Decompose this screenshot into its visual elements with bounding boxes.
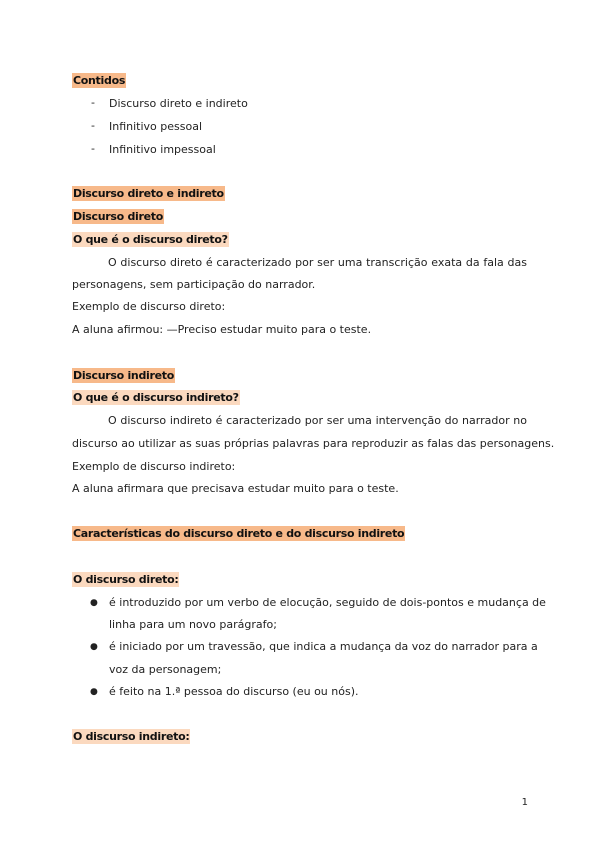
example-text: A aluna afirmou: —Preciso estudar muito para o teste.	[72, 323, 372, 336]
example-text: A aluna afirmara que precisava estudar muito para o teste.	[72, 482, 399, 495]
paragraph-line: O discurso indireto é caracterizado por ser uma intervenção do narrador no	[108, 414, 527, 427]
bullet-icon: ●	[90, 687, 98, 697]
dash-marker: -	[91, 142, 95, 155]
subsection-heading: Discurso indireto	[73, 369, 175, 382]
contents-item: Discurso direto e indireto	[109, 97, 248, 110]
bullet-icon: ●	[90, 642, 98, 652]
subsection-heading: O discurso indireto:	[73, 730, 190, 743]
contents-item: Infinitivo impessoal	[109, 143, 216, 156]
example-label: Exemplo de discurso direto:	[72, 300, 226, 313]
bullet-text: é feito na 1.ª pessoa do discurso (eu ou nós).	[109, 685, 359, 698]
bullet-text: é iniciado por um travessão, que indica a mudança da voz do narrador para a	[109, 640, 538, 653]
section-title: Discurso direto e indireto	[73, 187, 224, 200]
paragraph-line: personagens, sem participação do narrador.	[72, 278, 316, 291]
page-number: 1	[521, 797, 528, 808]
bullet-text: voz da personagem;	[109, 663, 222, 676]
dash-marker: -	[91, 119, 95, 132]
paragraph-line: discurso ao utilizar as suas próprias palavras para reproduzir as falas das personagens.	[72, 437, 555, 450]
bullet-text: linha para um novo parágrafo;	[109, 618, 277, 631]
question-heading: O que é o discurso direto?	[73, 233, 228, 246]
question-heading: O que é o discurso indireto?	[73, 391, 239, 404]
contents-item: Infinitivo pessoal	[109, 120, 203, 133]
bullet-icon: ●	[90, 598, 98, 608]
bullet-text: é introduzido por um verbo de elocução, seguido de dois-pontos e mudança de	[109, 596, 546, 609]
dash-marker: -	[91, 96, 95, 109]
subsection-heading: Discurso direto	[73, 210, 164, 223]
subsection-heading: O discurso direto:	[73, 573, 179, 586]
section-title: Características do discurso direto e do discurso indireto	[73, 527, 405, 540]
example-label: Exemplo de discurso indireto:	[72, 460, 236, 473]
contents-title: Contidos	[73, 74, 126, 87]
paragraph-line: O discurso direto é caracterizado por ser uma transcrição exata da fala das	[108, 256, 527, 269]
